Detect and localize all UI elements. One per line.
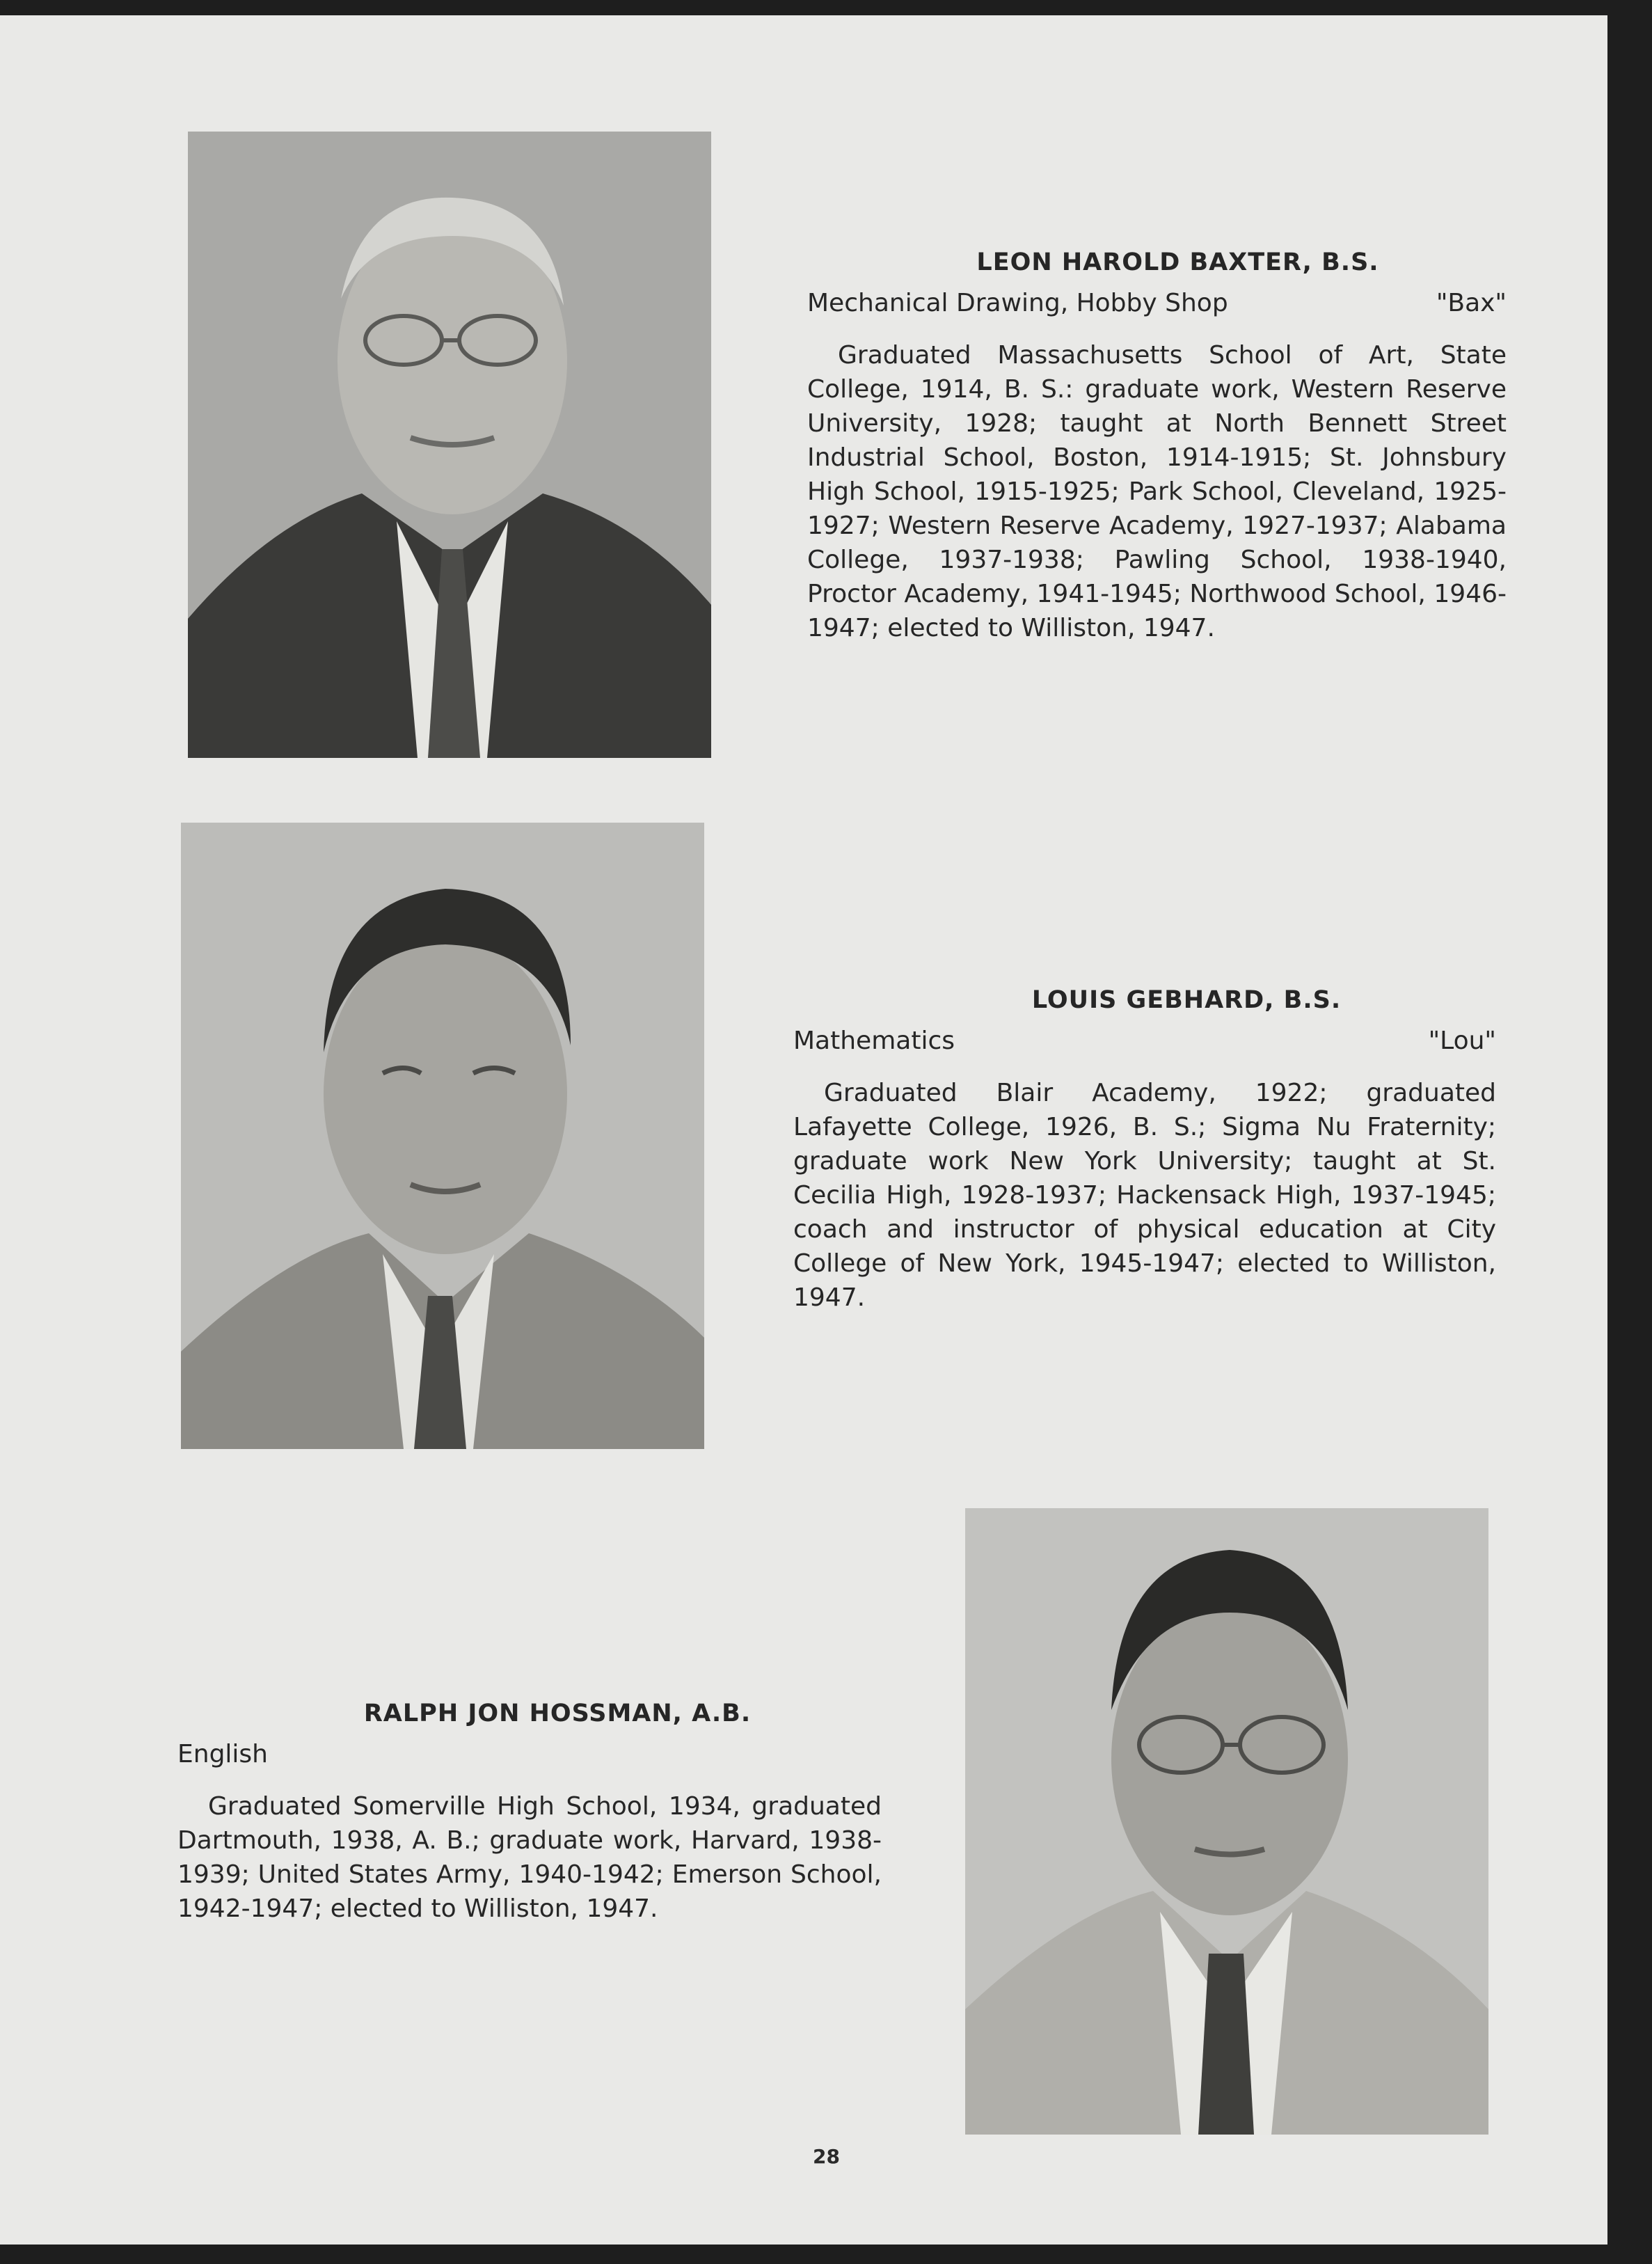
- faculty-bio: Graduated Blair Academy, 1922; graduated Lafayette College, 1926, B. S.; Sigma Nu Fraternity; graduate work New York University; taught at St. Cecilia High, 1928-1937; Hackensack High, 1937-1945; coach and instructor of physical education at City College of New York, 1945-1947; elected to Williston, 1947.: [793, 1079, 1496, 1312]
- portrait-photo-baxter: [188, 132, 711, 758]
- faculty-nickname: "Lou": [1428, 1027, 1496, 1055]
- faculty-subjects: English: [177, 1740, 268, 1768]
- faculty-name: LEON HAROLD BAXTER, B.S.: [976, 248, 1379, 276]
- faculty-nickname: "Bax": [1436, 289, 1507, 317]
- faculty-subjects: Mathematics: [793, 1027, 955, 1055]
- faculty-entry-baxter: [807, 248, 1507, 645]
- faculty-subjects: Mechanical Drawing, Hobby Shop: [807, 289, 1228, 317]
- faculty-role-line: [793, 1027, 1496, 1055]
- yearbook-page: [0, 15, 1607, 2245]
- portrait-photo-hossman: [965, 1508, 1488, 2135]
- faculty-name: RALPH JON HOSSMAN, A.B.: [363, 1700, 752, 1727]
- faculty-name: LOUIS GEBHARD, B.S.: [1031, 986, 1342, 1014]
- faculty-role-line: [807, 289, 1507, 317]
- page-number: 28: [813, 2145, 840, 2168]
- portrait-photo-gebhard: [181, 823, 704, 1449]
- faculty-entry-gebhard: [793, 986, 1496, 1315]
- faculty-bio: Graduated Somerville High School, 1934, graduated Dartmouth, 1938, A. B.; graduate work, Harvard, 1938-1939; United States Army, 1940-1942; Emerson School, 1942-1947; elected to Williston, 1947.: [177, 1792, 882, 1923]
- faculty-role-line: [177, 1740, 882, 1768]
- faculty-entry-hossman: [177, 1700, 882, 1926]
- faculty-bio: Graduated Massachusetts School of Art, State College, 1914, B. S.: graduate work, Western Reserve University, 1928; taught at North Bennett Street Industrial School, Boston, 1914-1915; St. Johnsbury High School, 1915-1925; Park School, Cleveland, 1925-1927; Western Reserve Academy, 1927-1937; Alabama College, 1937-1938; Pawling School, 1938-1940, Proctor Academy, 1941-1945; Northwood School, 1946-1947; elected to Williston, 1947.: [807, 341, 1507, 642]
